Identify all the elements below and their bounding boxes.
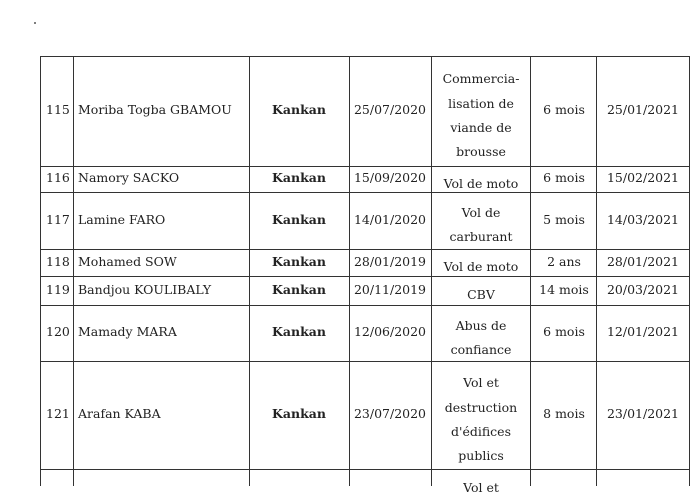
offense-line: brousse [456, 144, 506, 160]
region-name: Kankan [272, 324, 326, 339]
date-start: 15/09/2020 [353, 170, 427, 185]
offense-line: Abus de [455, 317, 507, 333]
row-number: 121 [46, 406, 70, 421]
offense-line: Vol de moto [443, 175, 519, 191]
row-divider [40, 276, 689, 277]
column-divider [349, 56, 350, 486]
date-start: 25/07/2020 [353, 102, 427, 117]
offense-line: Vol de [461, 205, 501, 221]
region-name: Kankan [272, 211, 326, 227]
person-name: Mamady MARA [78, 324, 177, 339]
date-start: 28/01/2019 [353, 253, 427, 269]
offense-line: Vol de moto [443, 259, 519, 275]
row-number: 120 [46, 324, 70, 339]
sentence-duration: 6 mois [543, 170, 585, 185]
sentence-duration: 5 mois [543, 211, 585, 227]
sentence-duration: 2 ans [547, 253, 581, 269]
offense-line: carburant [449, 229, 513, 245]
offense-line: Commercia- [442, 71, 520, 87]
region-name: Kankan [272, 253, 326, 269]
region-name: Kankan [272, 170, 326, 185]
offense-line: publics [458, 448, 504, 464]
person-name: Lamine FARO [78, 211, 166, 227]
person-name: Mohamed SOW [78, 253, 177, 269]
date-end: 25/01/2021 [606, 102, 680, 117]
date-end: 15/02/2021 [606, 170, 680, 185]
row-divider [40, 192, 689, 193]
row-number: 115 [46, 102, 70, 117]
row-divider [40, 361, 689, 362]
date-start: 23/07/2020 [353, 406, 427, 421]
row-divider [40, 469, 689, 470]
date-start: 12/06/2020 [353, 324, 427, 339]
person-name: Moriba Togba GBAMOU [78, 102, 232, 117]
column-divider [249, 56, 250, 486]
offense-line: destruction [444, 399, 518, 415]
region-name: Kankan [272, 406, 326, 421]
row-number: 116 [46, 170, 70, 185]
row-divider [40, 249, 689, 250]
date-end: 14/03/2021 [606, 211, 680, 227]
row-number: 118 [46, 253, 70, 269]
offense-line: confiance [450, 341, 512, 357]
row-divider [40, 305, 689, 306]
table-border-left [40, 56, 41, 486]
row-divider [40, 166, 689, 167]
date-start: 14/01/2020 [353, 211, 427, 227]
scan-speck [34, 22, 36, 24]
person-name: Arafan KABA [78, 406, 161, 421]
sentence-duration: 6 mois [543, 324, 585, 339]
column-divider [431, 56, 432, 486]
row-divider [40, 56, 689, 57]
date-end: 23/01/2021 [606, 406, 680, 421]
offense-line: CBV [467, 287, 495, 303]
column-divider [530, 56, 531, 486]
date-end: 12/01/2021 [606, 324, 680, 339]
date-end: 20/03/2021 [606, 281, 680, 297]
row-number: 117 [46, 211, 70, 227]
date-start: 20/11/2019 [353, 281, 427, 297]
column-divider [73, 56, 74, 486]
partial-row-offense: Vol et [463, 480, 499, 495]
offense-line: Vol et [463, 375, 499, 391]
table-border-right [689, 56, 690, 486]
region-name: Kankan [272, 102, 326, 117]
offense-line: d'édifices [451, 423, 511, 439]
date-end: 28/01/2021 [606, 253, 680, 269]
sentence-duration: 8 mois [543, 406, 585, 421]
offense-line: lisation de [448, 95, 514, 111]
person-name: Namory SACKO [78, 170, 180, 185]
sentence-duration: 6 mois [543, 102, 585, 117]
person-name: Bandjou KOULIBALY [78, 281, 212, 297]
row-number: 119 [46, 281, 70, 297]
sentence-duration: 14 mois [539, 281, 589, 297]
offense-line: viande de [450, 119, 512, 135]
column-divider [596, 56, 597, 486]
region-name: Kankan [272, 281, 326, 297]
